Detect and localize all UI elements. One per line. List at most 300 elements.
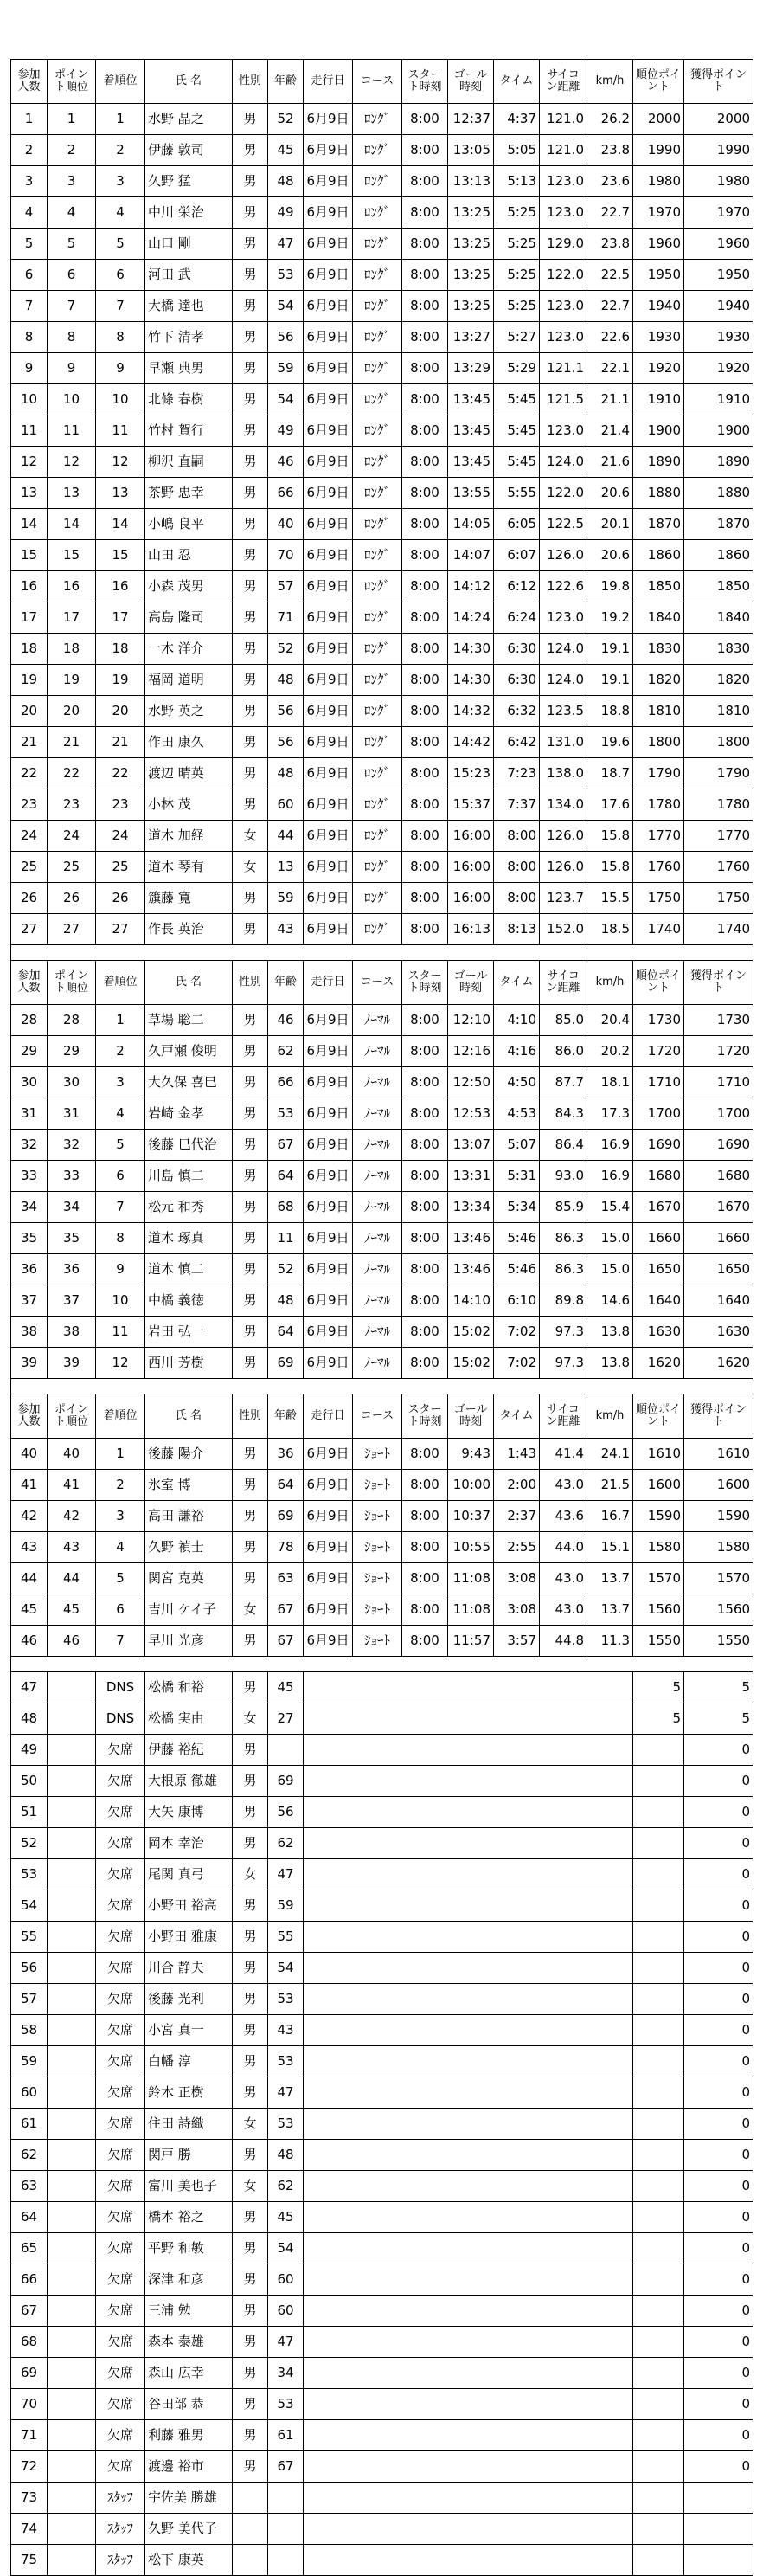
cell-goal: 13:45	[448, 447, 494, 478]
cell-start: 8:00	[402, 197, 448, 229]
cell-time: 6:07	[494, 540, 540, 571]
cell-date: 6月9日	[304, 1439, 353, 1470]
table-row	[11, 1532, 753, 1563]
cell-speed: 21.4	[587, 415, 633, 447]
cell-start: 8:00	[402, 509, 448, 540]
cell-time: 5:55	[494, 478, 540, 509]
table-row	[11, 1703, 753, 1735]
cell-date: 6月9日	[304, 322, 353, 353]
cell-earned-points: 0	[684, 2109, 753, 2140]
cell-finish-rank: 10	[96, 1285, 145, 1317]
cell-time: 5:07	[494, 1130, 540, 1161]
cell-earned-points: 0	[684, 1797, 753, 1828]
cell-earned-points: 1670	[684, 1192, 753, 1223]
empty-cell	[48, 1953, 96, 1984]
cell-gender: 男	[233, 415, 268, 447]
cell-start: 8:00	[402, 1285, 448, 1317]
table-row	[11, 789, 753, 821]
cell-finish-rank: 10	[96, 384, 145, 415]
cell-rank-points: 1580	[633, 1532, 684, 1563]
cell-time: 7:37	[494, 789, 540, 821]
cell-name: 平野 和敏	[145, 2233, 233, 2264]
table-row	[11, 2327, 753, 2358]
cell-name: 水野 晶之	[145, 104, 233, 135]
cell-name: 後藤 陽介	[145, 1439, 233, 1470]
cell-point-rank: 43	[48, 1532, 96, 1563]
table-row	[11, 821, 753, 852]
header-rank-points: 順位ポイント	[633, 60, 684, 104]
cell-finish-rank: 6	[96, 260, 145, 291]
cell-speed: 19.1	[587, 634, 633, 665]
cell-earned-points: 1900	[684, 415, 753, 447]
cell-finish-rank: 5	[96, 1563, 145, 1594]
cell-distance: 131.0	[540, 727, 587, 758]
cell-participants: 13	[11, 478, 48, 509]
cell-time: 2:37	[494, 1501, 540, 1532]
cell-start: 8:00	[402, 166, 448, 197]
empty-cell	[48, 1828, 96, 1859]
cell-time: 3:08	[494, 1563, 540, 1594]
cell-participants: 37	[11, 1285, 48, 1317]
cell-participants: 31	[11, 1098, 48, 1130]
cell-earned-points: 0	[684, 1828, 753, 1859]
cell-goal: 10:00	[448, 1470, 494, 1501]
header-course: コース	[353, 1394, 402, 1439]
cell-speed: 18.5	[587, 914, 633, 945]
cell-distance: 44.0	[540, 1532, 587, 1563]
cell-participants: 3	[11, 166, 48, 197]
cell-earned-points: 1570	[684, 1563, 753, 1594]
empty-cell	[48, 2046, 96, 2077]
cell-date: 6月9日	[304, 447, 353, 478]
cell-point-rank: 30	[48, 1067, 96, 1098]
cell-earned-points: 1580	[684, 1532, 753, 1563]
table-row	[11, 1348, 753, 1379]
table-row	[11, 914, 753, 945]
empty-cell	[48, 2327, 96, 2358]
cell-rank-points	[633, 1953, 684, 1984]
cell-age: 48	[268, 758, 304, 789]
cell-point-rank: 41	[48, 1470, 96, 1501]
cell-finish-rank: 8	[96, 322, 145, 353]
cell-rank-points: 1970	[633, 197, 684, 229]
cell-speed: 17.6	[587, 789, 633, 821]
cell-distance: 86.3	[540, 1223, 587, 1254]
cell-point-rank: 2	[48, 135, 96, 166]
cell-name: 作田 康久	[145, 727, 233, 758]
cell-earned-points: 0	[684, 2140, 753, 2171]
cell-age: 34	[268, 2358, 304, 2389]
cell-gender: 男	[233, 353, 268, 384]
cell-date: 6月9日	[304, 260, 353, 291]
cell-name: 早川 光彦	[145, 1626, 233, 1657]
cell-course: ﾛﾝｸﾞ	[353, 821, 402, 852]
cell-point-rank: 37	[48, 1285, 96, 1317]
table-row	[11, 478, 753, 509]
cell-name: 大橋 達也	[145, 291, 233, 322]
cell-speed: 14.6	[587, 1285, 633, 1317]
cell-goal: 14:42	[448, 727, 494, 758]
cell-participants: 66	[11, 2264, 48, 2296]
cell-speed: 18.1	[587, 1067, 633, 1098]
cell-start: 8:00	[402, 447, 448, 478]
table-row	[11, 1161, 753, 1192]
cell-gender: 男	[233, 291, 268, 322]
cell-age: 64	[268, 1317, 304, 1348]
cell-course: ﾉｰﾏﾙ	[353, 1285, 402, 1317]
empty-cell	[304, 1703, 633, 1735]
cell-goal: 14:07	[448, 540, 494, 571]
cell-goal: 13:29	[448, 353, 494, 384]
cell-point-rank: 4	[48, 197, 96, 229]
cell-distance: 85.9	[540, 1192, 587, 1223]
cell-gender: 女	[233, 1703, 268, 1735]
cell-participants: 63	[11, 2171, 48, 2202]
cell-earned-points: 1780	[684, 789, 753, 821]
cell-earned-points: 1800	[684, 727, 753, 758]
cell-rank-points: 1750	[633, 883, 684, 914]
cell-distance: 123.0	[540, 197, 587, 229]
cell-time: 5:25	[494, 291, 540, 322]
table-row	[11, 1470, 753, 1501]
cell-rank-points: 1630	[633, 1317, 684, 1348]
cell-start: 8:00	[402, 1005, 448, 1036]
cell-gender: 男	[233, 1005, 268, 1036]
cell-name: 伊藤 裕紀	[145, 1735, 233, 1766]
cell-name: 一木 洋介	[145, 634, 233, 665]
cell-start: 8:00	[402, 883, 448, 914]
cell-start: 8:00	[402, 665, 448, 696]
cell-age: 67	[268, 1626, 304, 1657]
cell-earned-points: 1870	[684, 509, 753, 540]
table-header-row	[11, 961, 753, 1005]
cell-distance: 123.0	[540, 322, 587, 353]
cell-earned-points: 1930	[684, 322, 753, 353]
cell-rank-points: 1660	[633, 1223, 684, 1254]
gap-cell	[11, 1657, 753, 1672]
cell-finish-rank: 4	[96, 1532, 145, 1563]
cell-status: 欠席	[96, 2109, 145, 2140]
cell-date: 6月9日	[304, 384, 353, 415]
cell-age: 43	[268, 914, 304, 945]
cell-goal: 12:37	[448, 104, 494, 135]
cell-name: 利藤 雅男	[145, 2420, 233, 2451]
cell-rank-points	[633, 2514, 684, 2545]
cell-date: 6月9日	[304, 478, 353, 509]
cell-participants: 1	[11, 104, 48, 135]
cell-goal: 13:05	[448, 135, 494, 166]
table-row	[11, 1828, 753, 1859]
cell-finish-rank: 19	[96, 665, 145, 696]
cell-gender: 男	[233, 1067, 268, 1098]
header-earned-points: 獲得ポイント	[684, 60, 753, 104]
cell-distance: 41.4	[540, 1439, 587, 1470]
cell-time: 6:30	[494, 634, 540, 665]
cell-time: 6:10	[494, 1285, 540, 1317]
cell-time: 7:02	[494, 1348, 540, 1379]
cell-participants: 20	[11, 696, 48, 727]
cell-status: 欠席	[96, 2451, 145, 2483]
cell-earned-points: 1960	[684, 229, 753, 260]
cell-rank-points: 5	[633, 1672, 684, 1703]
cell-date: 6月9日	[304, 665, 353, 696]
cell-earned-points: 1720	[684, 1036, 753, 1067]
cell-age: 53	[268, 2389, 304, 2420]
cell-point-rank: 26	[48, 883, 96, 914]
cell-time: 8:00	[494, 852, 540, 883]
empty-cell	[48, 2358, 96, 2389]
cell-rank-points	[633, 2109, 684, 2140]
cell-course: ﾛﾝｸﾞ	[353, 229, 402, 260]
table-row	[11, 2420, 753, 2451]
cell-age	[268, 2483, 304, 2514]
empty-cell	[304, 2545, 633, 2576]
cell-time: 8:13	[494, 914, 540, 945]
cell-time: 2:55	[494, 1532, 540, 1563]
cell-age: 78	[268, 1532, 304, 1563]
header-participants: 参加人数	[11, 1394, 48, 1439]
cell-time: 2:00	[494, 1470, 540, 1501]
cell-status: 欠席	[96, 2358, 145, 2389]
results-table	[10, 59, 753, 2576]
cell-finish-rank: 24	[96, 821, 145, 852]
table-row	[11, 1735, 753, 1766]
cell-status: 欠席	[96, 2046, 145, 2077]
cell-earned-points: 0	[684, 2015, 753, 2046]
cell-goal: 13:25	[448, 229, 494, 260]
cell-gender: 男	[233, 1828, 268, 1859]
cell-participants: 42	[11, 1501, 48, 1532]
cell-speed: 20.4	[587, 1005, 633, 1036]
empty-cell	[48, 2140, 96, 2171]
cell-finish-rank: 16	[96, 571, 145, 602]
cell-age: 71	[268, 602, 304, 634]
cell-age: 47	[268, 1859, 304, 1890]
header-earned-points: 獲得ポイント	[684, 961, 753, 1005]
empty-cell	[48, 1984, 96, 2015]
cell-rank-points	[633, 1766, 684, 1797]
cell-date: 6月9日	[304, 1254, 353, 1285]
cell-time: 5:25	[494, 229, 540, 260]
cell-gender: 男	[233, 634, 268, 665]
cell-name: 森山 広幸	[145, 2358, 233, 2389]
cell-distance: 123.0	[540, 415, 587, 447]
header-time: タイム	[494, 60, 540, 104]
cell-goal: 14:30	[448, 665, 494, 696]
cell-distance: 43.0	[540, 1470, 587, 1501]
cell-status: 欠席	[96, 1922, 145, 1953]
cell-point-rank: 20	[48, 696, 96, 727]
cell-speed: 23.6	[587, 166, 633, 197]
cell-start: 8:00	[402, 322, 448, 353]
cell-rank-points	[633, 2171, 684, 2202]
cell-name: 岡本 幸治	[145, 1828, 233, 1859]
cell-point-rank: 9	[48, 353, 96, 384]
cell-date: 6月9日	[304, 1317, 353, 1348]
cell-finish-rank: 22	[96, 758, 145, 789]
header-start-time: スタート時刻	[402, 961, 448, 1005]
cell-earned-points: 1920	[684, 353, 753, 384]
cell-rank-points	[633, 2327, 684, 2358]
cell-age: 56	[268, 1797, 304, 1828]
cell-course: ﾉｰﾏﾙ	[353, 1067, 402, 1098]
cell-goal: 14:32	[448, 696, 494, 727]
cell-name: 小林 茂	[145, 789, 233, 821]
cell-gender: 男	[233, 1532, 268, 1563]
cell-course: ﾛﾝｸﾞ	[353, 852, 402, 883]
empty-cell	[304, 1953, 633, 1984]
cell-earned-points: 0	[684, 1766, 753, 1797]
cell-course: ﾛﾝｸﾞ	[353, 509, 402, 540]
cell-name: 氷室 博	[145, 1470, 233, 1501]
cell-date: 6月9日	[304, 1563, 353, 1594]
table-row	[11, 1766, 753, 1797]
cell-name: 久戸瀬 俊明	[145, 1036, 233, 1067]
section-gap	[11, 945, 753, 961]
table-row	[11, 2264, 753, 2296]
header-finish-rank: 着順位	[96, 60, 145, 104]
empty-cell	[304, 2233, 633, 2264]
cell-finish-rank: 8	[96, 1223, 145, 1254]
cell-gender: 男	[233, 727, 268, 758]
cell-finish-rank: 3	[96, 166, 145, 197]
header-time: タイム	[494, 961, 540, 1005]
cell-age: 48	[268, 2140, 304, 2171]
table-row	[11, 2483, 753, 2514]
cell-point-rank: 38	[48, 1317, 96, 1348]
cell-start: 8:00	[402, 789, 448, 821]
cell-name: 道木 琴有	[145, 852, 233, 883]
cell-course: ﾛﾝｸﾞ	[353, 914, 402, 945]
header-point-rank: ポイント順位	[48, 60, 96, 104]
cell-time: 3:57	[494, 1626, 540, 1657]
cell-gender: 女	[233, 1859, 268, 1890]
cell-gender: 男	[233, 104, 268, 135]
cell-distance: 89.8	[540, 1285, 587, 1317]
cell-earned-points: 1660	[684, 1223, 753, 1254]
cell-finish-rank: 9	[96, 353, 145, 384]
cell-name: 三浦 勉	[145, 2296, 233, 2327]
cell-earned-points: 0	[684, 1735, 753, 1766]
cell-start: 8:00	[402, 821, 448, 852]
cell-age	[268, 2514, 304, 2545]
cell-earned-points: 1640	[684, 1285, 753, 1317]
cell-point-rank: 27	[48, 914, 96, 945]
cell-speed: 16.9	[587, 1130, 633, 1161]
cell-name: 高島 隆司	[145, 602, 233, 634]
empty-cell	[48, 2296, 96, 2327]
cell-participants: 32	[11, 1130, 48, 1161]
cell-point-rank: 28	[48, 1005, 96, 1036]
cell-goal: 12:10	[448, 1005, 494, 1036]
cell-date: 6月9日	[304, 1348, 353, 1379]
cell-name: 高田 謙裕	[145, 1501, 233, 1532]
cell-name: 後藤 巳代治	[145, 1130, 233, 1161]
table-row	[11, 2171, 753, 2202]
cell-status: 欠席	[96, 2327, 145, 2358]
cell-start: 8:00	[402, 696, 448, 727]
cell-goal: 12:16	[448, 1036, 494, 1067]
empty-cell	[304, 2296, 633, 2327]
cell-start: 8:00	[402, 415, 448, 447]
cell-finish-rank: 7	[96, 291, 145, 322]
cell-time: 4:53	[494, 1098, 540, 1130]
cell-start: 8:00	[402, 727, 448, 758]
cell-rank-points	[633, 2389, 684, 2420]
cell-age: 52	[268, 634, 304, 665]
cell-start: 8:00	[402, 1192, 448, 1223]
cell-name: 尾関 真弓	[145, 1859, 233, 1890]
cell-goal: 13:25	[448, 260, 494, 291]
cell-status: 欠席	[96, 2171, 145, 2202]
cell-finish-rank: 18	[96, 634, 145, 665]
cell-rank-points: 1720	[633, 1036, 684, 1067]
cell-point-rank: 1	[48, 104, 96, 135]
cell-name: 松下 康英	[145, 2545, 233, 2576]
cell-finish-rank: 26	[96, 883, 145, 914]
cell-age: 49	[268, 197, 304, 229]
cell-participants: 68	[11, 2327, 48, 2358]
cell-distance: 121.1	[540, 353, 587, 384]
cell-age	[268, 2545, 304, 2576]
cell-point-rank: 29	[48, 1036, 96, 1067]
cell-status: 欠席	[96, 2420, 145, 2451]
cell-participants: 6	[11, 260, 48, 291]
cell-time: 5:05	[494, 135, 540, 166]
cell-rank-points: 1820	[633, 665, 684, 696]
cell-earned-points: 0	[684, 2420, 753, 2451]
results-body	[11, 60, 753, 2576]
cell-rank-points: 1550	[633, 1626, 684, 1657]
gap-cell	[11, 1379, 753, 1394]
cell-gender: 男	[233, 1735, 268, 1766]
cell-gender: 男	[233, 260, 268, 291]
cell-date: 6月9日	[304, 1130, 353, 1161]
cell-age: 67	[268, 1130, 304, 1161]
cell-point-rank: 14	[48, 509, 96, 540]
cell-gender: 男	[233, 1984, 268, 2015]
cell-time: 4:16	[494, 1036, 540, 1067]
cell-speed: 15.0	[587, 1223, 633, 1254]
table-row	[11, 1922, 753, 1953]
cell-course: ﾛﾝｸﾞ	[353, 602, 402, 634]
empty-cell	[304, 1672, 633, 1703]
cell-goal: 13:25	[448, 291, 494, 322]
cell-course: ﾛﾝｸﾞ	[353, 571, 402, 602]
cell-name: 大根原 徹雄	[145, 1766, 233, 1797]
empty-cell	[48, 1735, 96, 1766]
cell-speed: 13.7	[587, 1563, 633, 1594]
cell-gender: 男	[233, 2202, 268, 2233]
cell-earned-points: 0	[684, 1922, 753, 1953]
cell-rank-points: 1900	[633, 415, 684, 447]
cell-participants: 26	[11, 883, 48, 914]
table-row	[11, 2358, 753, 2389]
cell-name: 久野 禎士	[145, 1532, 233, 1563]
cell-name: 岩崎 金孝	[145, 1098, 233, 1130]
cell-distance: 43.0	[540, 1594, 587, 1626]
cell-distance: 86.0	[540, 1036, 587, 1067]
empty-cell	[304, 2015, 633, 2046]
cell-time: 5:27	[494, 322, 540, 353]
cell-earned-points: 1560	[684, 1594, 753, 1626]
header-finish-rank: 着順位	[96, 1394, 145, 1439]
cell-status: ｽﾀｯﾌ	[96, 2483, 145, 2514]
cell-course: ﾛﾝｸﾞ	[353, 415, 402, 447]
empty-cell	[48, 1703, 96, 1735]
cell-date: 6月9日	[304, 1594, 353, 1626]
cell-gender: 男	[233, 1192, 268, 1223]
